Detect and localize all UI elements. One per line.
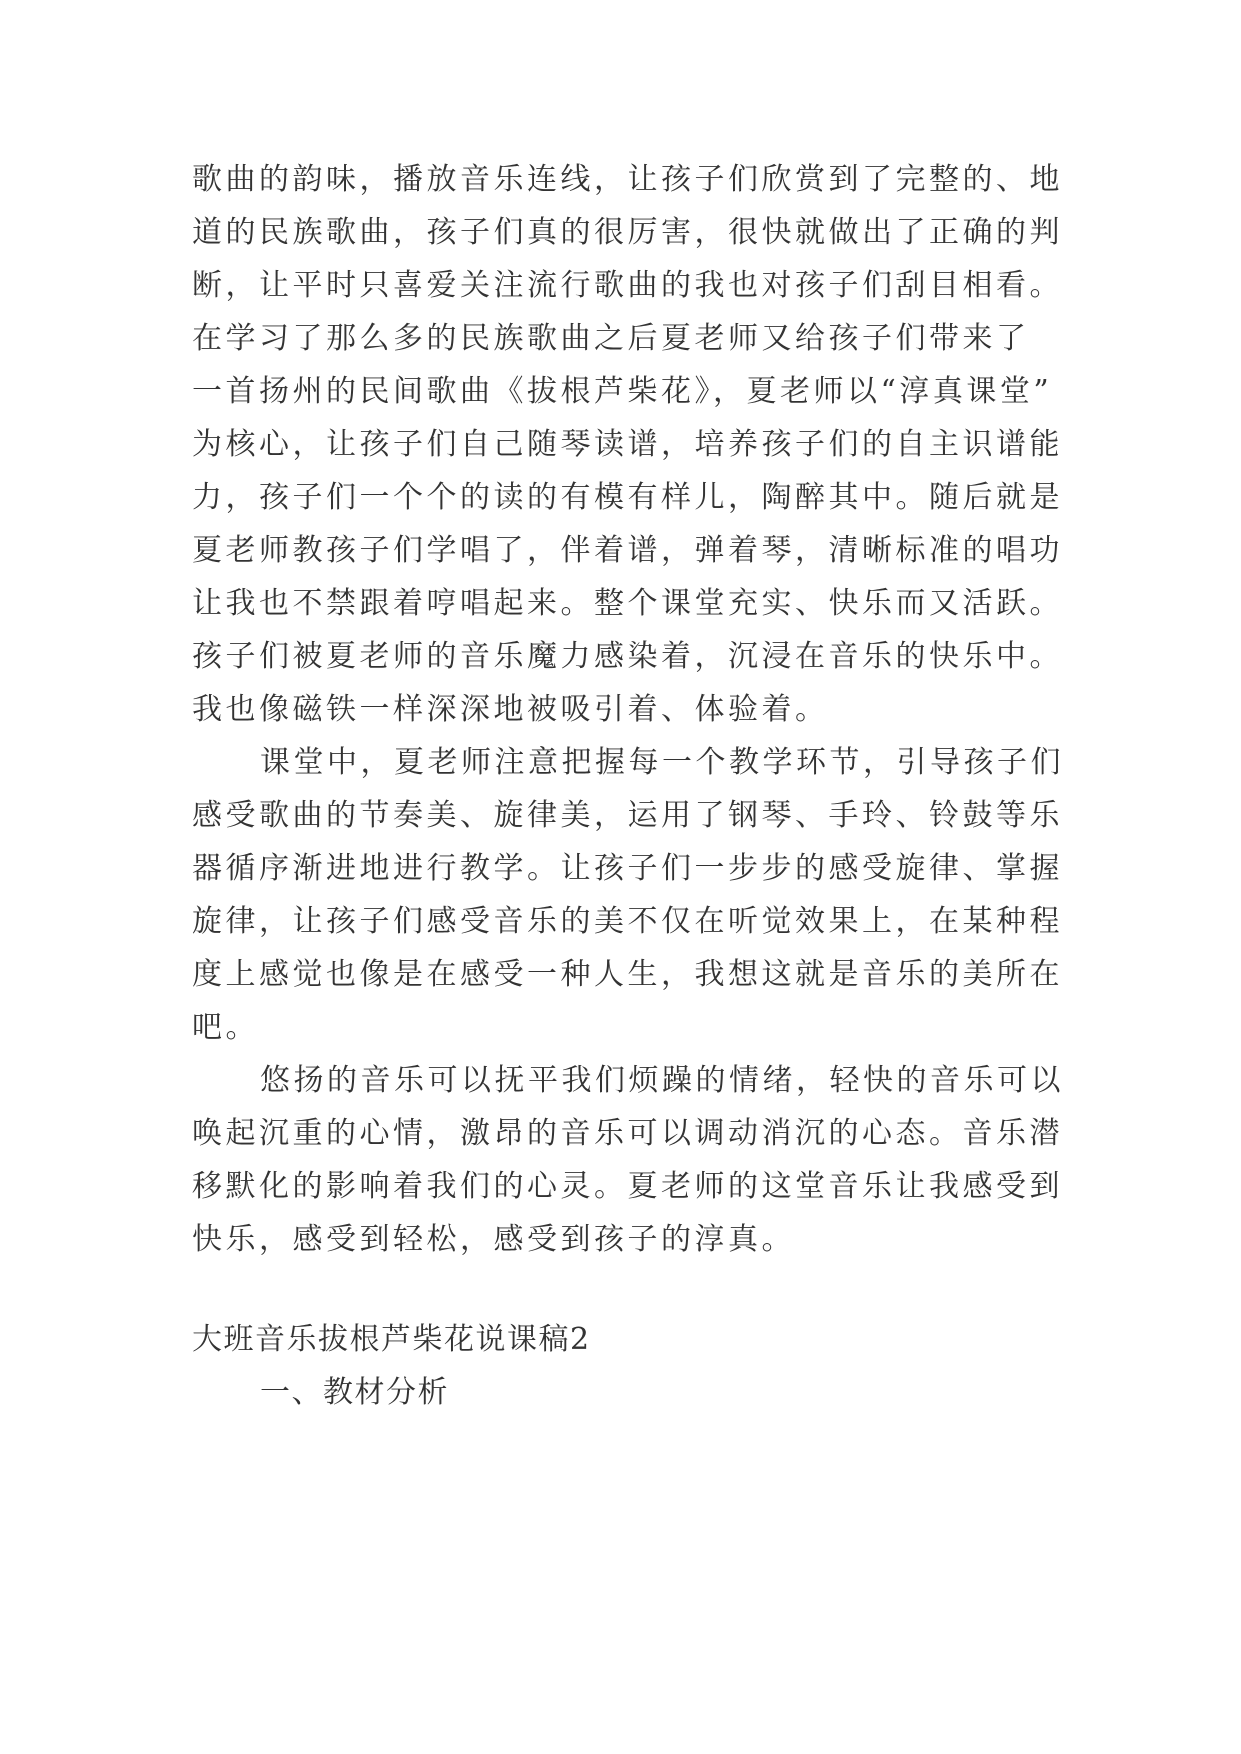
text-line: 度上感觉也像是在感受一种人生，我想这就是音乐的美所在: [192, 957, 1063, 992]
text-line: 让我也不禁跟着哼唱起来。整个课堂充实、快乐而又活跃。: [192, 586, 1063, 621]
text-line: 道的民族歌曲，孩子们真的很厉害，很快就做出了正确的判: [192, 215, 1063, 250]
text-line: 课堂中，夏老师注意把握每一个教学环节，引导孩子们: [260, 745, 1064, 780]
text-line: 器循序渐进地进行教学。让孩子们一步步的感受旋律、掌握: [192, 851, 1063, 886]
text-line: 唤起沉重的心情，激昂的音乐可以调动消沉的心态。音乐潜: [192, 1116, 1063, 1151]
text-line: 感受歌曲的节奏美、旋律美，运用了钢琴、手玲、铃鼓等乐: [192, 798, 1063, 833]
text-line: 为核心，让孩子们自己随琴读谱，培养孩子们的自主识谱能: [192, 427, 1063, 462]
text-line: 悠扬的音乐可以抚平我们烦躁的情绪，轻快的音乐可以: [260, 1063, 1064, 1098]
text-line: 移默化的影响着我们的心灵。夏老师的这堂音乐让我感受到: [192, 1169, 1063, 1204]
text-line: 断，让平时只喜爱关注流行歌曲的我也对孩子们刮目相看。: [192, 268, 1063, 303]
text-line: 歌曲的韵味，播放音乐连线，让孩子们欣赏到了完整的、地: [192, 162, 1063, 197]
text-line: 在学习了那么多的民族歌曲之后夏老师又给孩子们带来了: [192, 321, 1030, 356]
text-line: 一首扬州的民间歌曲《拔根芦柴花》，夏老师以“淳真课堂”: [192, 374, 1053, 409]
section-title: 大班音乐拔根芦柴花说课稿2: [192, 1322, 591, 1357]
text-line: 孩子们被夏老师的音乐魔力感染着，沉浸在音乐的快乐中。: [192, 639, 1063, 674]
text-line: 力，孩子们一个个的读的有模有样儿，陶醉其中。随后就是: [192, 480, 1063, 515]
text-line: 吧。: [192, 1010, 259, 1045]
text-line: 快乐，感受到轻松，感受到孩子的淳真。: [192, 1222, 795, 1257]
text-line: 旋律，让孩子们感受音乐的美不仅在听觉效果上，在某种程: [192, 904, 1063, 939]
text-line: 夏老师教孩子们学唱了，伴着谱，弹着琴，清晰标准的唱功: [192, 533, 1063, 568]
text-line: 我也像磁铁一样深深地被吸引着、体验着。: [192, 692, 829, 727]
subsection-title: 一、教材分析: [260, 1375, 449, 1410]
